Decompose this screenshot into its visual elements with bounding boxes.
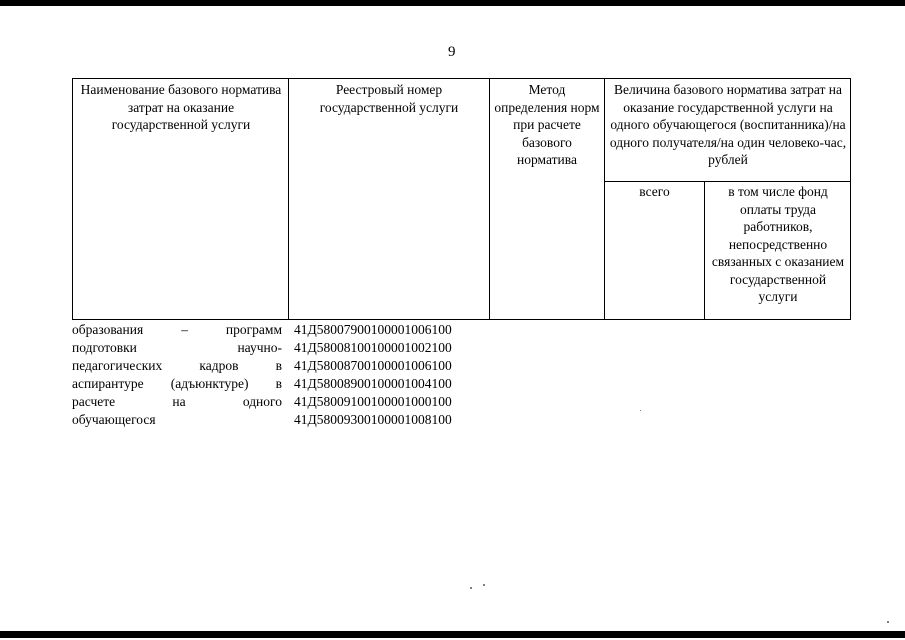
table-header [72, 78, 851, 320]
column-divider [489, 79, 490, 319]
subcolumn-divider [704, 181, 705, 319]
name-line: подготовки научно- [72, 340, 282, 355]
name-line: обучающегося [72, 412, 156, 427]
scan-speck [483, 584, 485, 586]
page-number: 9 [448, 44, 456, 60]
header-name-cell: Наименование базового норматива затрат на оказание государственной услуги [80, 82, 282, 132]
registry-code: 41Д58007900100001006100 [294, 322, 452, 337]
header-registry-cell: Реестровый номер государственной услуги [319, 82, 459, 115]
scan-speck [887, 621, 889, 623]
registry-codes [294, 321, 452, 429]
registry-code: 41Д58008900100001004100 [294, 376, 452, 391]
registry-code: 41Д58008100100001002100 [294, 340, 452, 355]
bottom-scan-border [0, 631, 905, 638]
header-wage-fund-cell: в том числе фонд оплаты труда работников, непосредственно связанных с оказанием государственной услуги [711, 184, 845, 304]
registry-code: 41Д58008700100001006100 [294, 358, 452, 373]
subheader-divider [604, 181, 851, 182]
header-method-cell: Метод определения норм при расчете базового норматива [494, 82, 600, 167]
header-value-cell: Величина базового норматива затрат на оказание государственной услуги на одного обучающегося (воспитанника)/на одного получателя/на один человеко-час, рублей [609, 82, 847, 167]
name-line: образования – программ [72, 322, 282, 337]
column-divider [288, 79, 289, 319]
registry-code: 41Д58009300100001008100 [294, 412, 452, 427]
scan-speck [640, 410, 641, 411]
name-line: расчете на одного [72, 394, 282, 409]
top-scan-border [0, 0, 905, 6]
service-name-text [72, 321, 282, 429]
column-divider [604, 79, 605, 319]
header-total-cell: всего [639, 184, 670, 199]
registry-code: 41Д58009100100001000100 [294, 394, 452, 409]
name-line: аспирантуре (адъюнктуре) в [72, 376, 282, 391]
scan-speck [470, 587, 472, 589]
name-line: педагогических кадров в [72, 358, 282, 373]
